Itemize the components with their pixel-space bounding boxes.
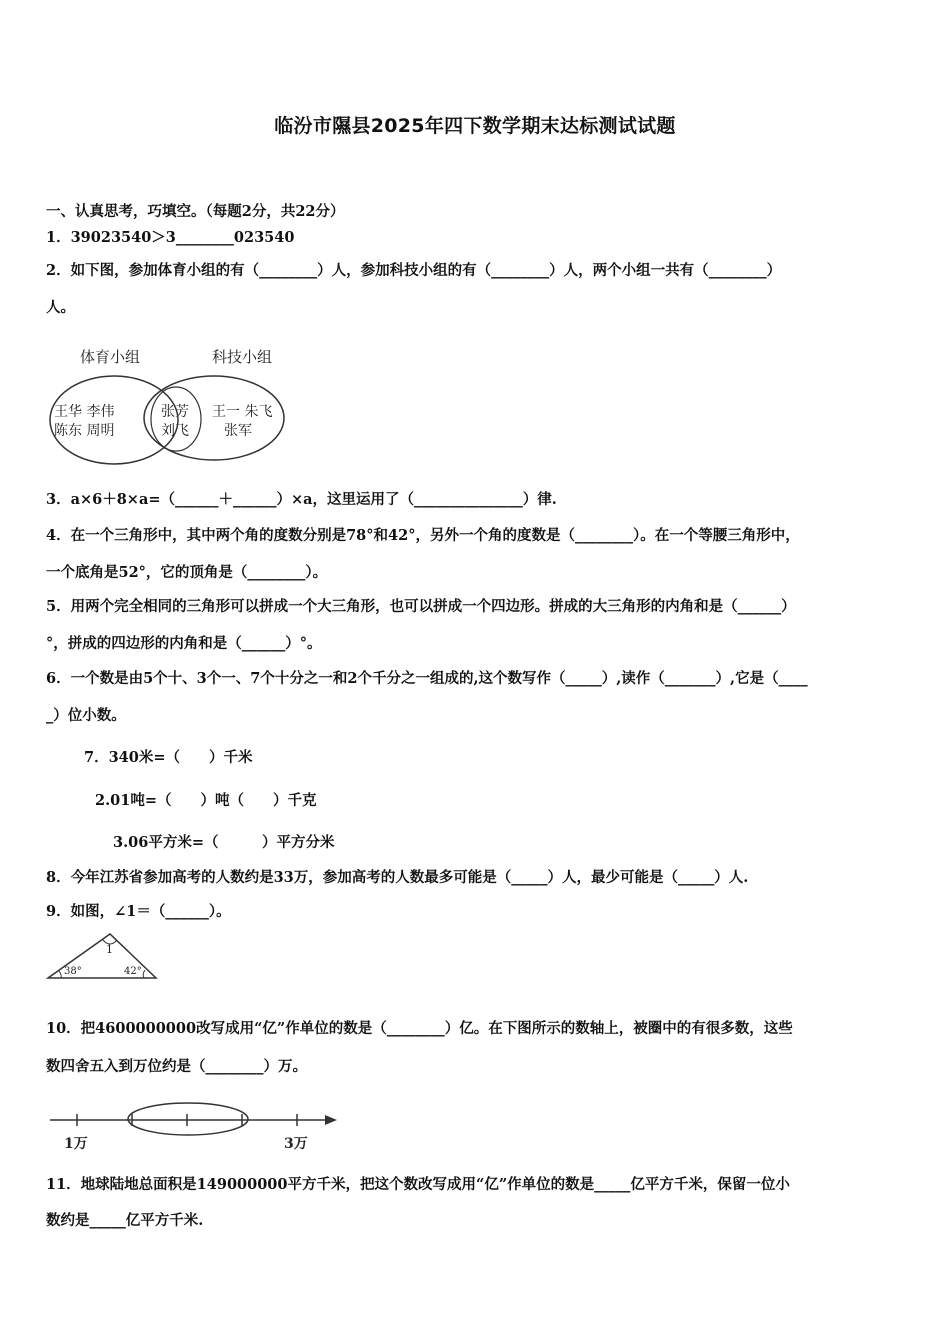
question-9: 9．如图，∠1＝（______）。 <box>46 903 231 920</box>
question-2-line-1: 2．如下图，参加体育小组的有（________）人，参加科技小组的有（________）人，两个小组一共有（________） <box>46 262 782 279</box>
number-line-arrow <box>325 1115 337 1125</box>
question-11-line-2: 数约是_____亿平方千米. <box>46 1212 204 1229</box>
right-angle-arc <box>143 970 145 978</box>
venn-right-names-2: 张军 <box>224 423 252 439</box>
venn-left-names-2: 陈东 周明 <box>54 423 115 439</box>
circled-region <box>128 1103 248 1135</box>
question-2-line-2: 人。 <box>46 299 75 316</box>
angle-42-label: 42° <box>124 966 142 977</box>
question-10-line-1: 10．把4600000000改写成用“亿”作单位的数是（________）亿。在下图所示的数轴上，被圈中的有很多数，这些 <box>46 1020 793 1037</box>
venn-right-title: 科技小组 <box>212 348 273 366</box>
venn-left-title: 体育小组 <box>80 348 141 366</box>
label-3-wan: 3万 <box>284 1136 308 1152</box>
angle-38-label: 38° <box>64 966 82 977</box>
question-7-b: 2.01吨=（ ）吨（ ）千克 <box>95 792 317 809</box>
question-7-a: 7．340米=（ ）千米 <box>84 749 253 766</box>
question-7-c: 3.06平方米=（ ）平方分米 <box>113 834 335 851</box>
venn-middle-names-1: 张芳 <box>161 404 189 420</box>
number-line-figure <box>44 1096 344 1156</box>
question-6-line-1: 6．一个数是由5个十、3个一、7个十分之一和2个千分之一组成的,这个数写作（_____）,读作（_______）,它是（____ <box>46 670 808 687</box>
question-1: 1．39023540＞3________023540 <box>46 229 295 246</box>
venn-right-names-1: 王一 朱飞 <box>212 404 273 420</box>
triangle-figure <box>44 928 164 984</box>
venn-diagram <box>44 338 294 468</box>
question-10-line-2: 数四舍五入到万位约是（________）万。 <box>46 1058 307 1075</box>
label-1-wan: 1万 <box>64 1136 88 1152</box>
question-11-line-1: 11．地球陆地总面积是149000000平方千米，把这个数改写成用“亿”作单位的数是_____亿平方千米，保留一位小 <box>46 1176 790 1193</box>
sports-group-ellipse <box>50 376 178 464</box>
question-5-line-2: °，拼成的四边形的内角和是（______）°。 <box>46 635 322 652</box>
venn-middle-names-2: 刘飞 <box>161 423 189 439</box>
left-angle-arc <box>59 971 61 978</box>
section-heading: 一、认真思考，巧填空。（每题2分，共22分） <box>46 203 345 220</box>
question-4-line-1: 4．在一个三角形中，其中两个角的度数分别是78°和42°，另外一个角的度数是（________）。在一个等腰三角形中， <box>46 527 800 544</box>
question-5-line-1: 5．用两个完全相同的三角形可以拼成一个大三角形，也可以拼成一个四边形。拼成的大三角形的内角和是（______） <box>46 598 796 615</box>
question-8: 8．今年江苏省参加高考的人数约是33万，参加高考的人数最多可能是（_____）人，最少可能是（_____）人. <box>46 869 749 886</box>
question-4-line-2: 一个底角是52°，它的顶角是（________）。 <box>46 564 328 581</box>
question-3: 3．a×6＋8×a=（______＋______）×a，这里运用了（_______________）律. <box>46 491 557 508</box>
angle-1-label: 1 <box>106 943 113 956</box>
page-title: 临汾市隰县2025年四下数学期末达标测试试题 <box>274 115 676 137</box>
venn-left-names-1: 王华 李伟 <box>54 404 115 420</box>
question-6-line-2: _）位小数。 <box>46 707 126 724</box>
